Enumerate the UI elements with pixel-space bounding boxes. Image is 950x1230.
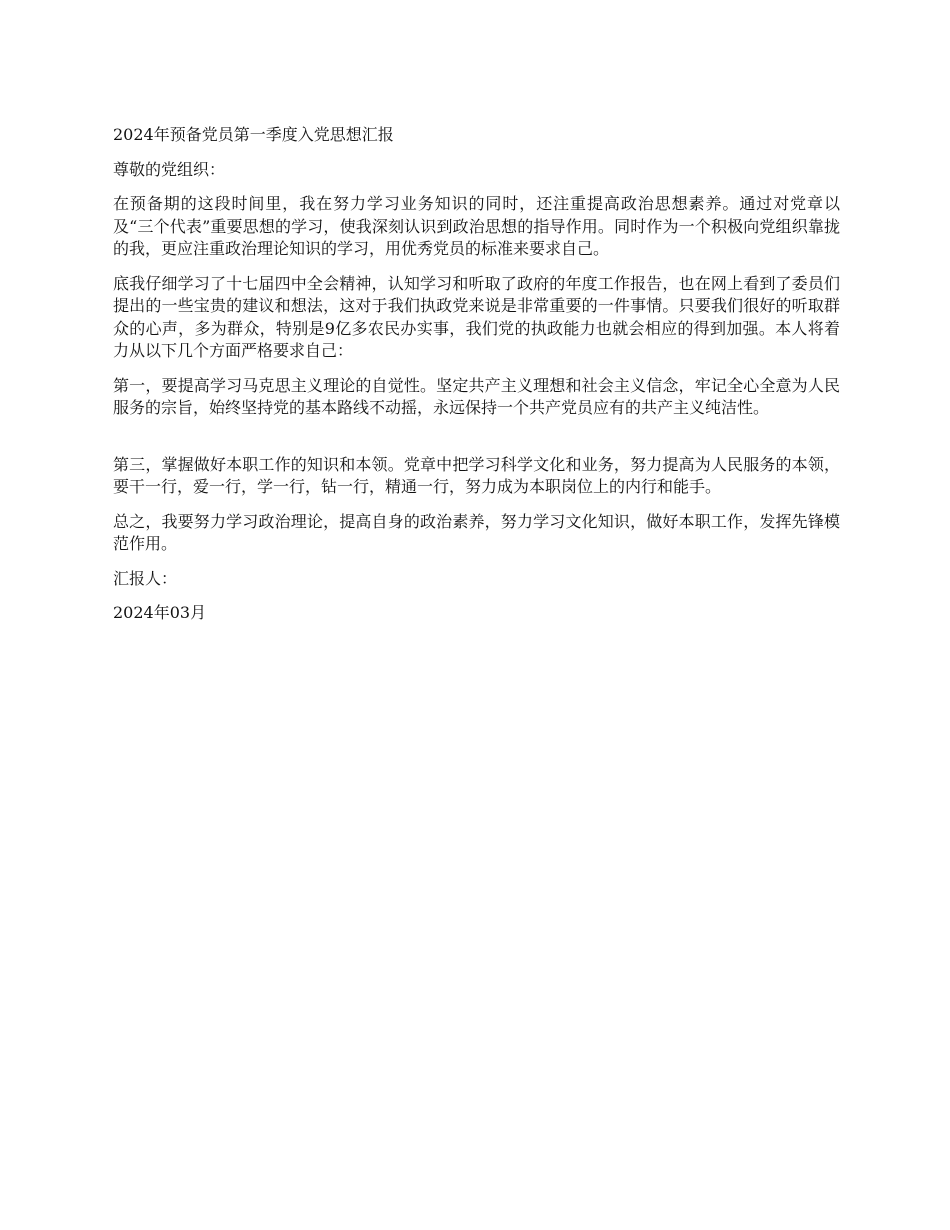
signature-label: 汇报人： (113, 568, 178, 588)
paragraph-study: 底我仔细学习了十七届四中全会精神，认知学习和听取了政府的年度工作报告，也在网上看到了委员们提出的一些宝贵的建议和想法，这对于我们执政党来说是非常重要的一件事情。只要我们很好的听取群众的心声，多为群众，特别是9亿多农民办实事，我们党的执政能力也就会相应的得到加强。本人将着力从以下几个方面严格要求自己： (113, 273, 840, 360)
paragraph-third-point: 第三，掌握做好本职工作的知识和本领。党章中把学习科学文化和业务，努力提高为人民服务的本领，要干一行，爱一行，学一行，钻一行，精通一行，努力成为本职岗位上的内行和能手。 (113, 454, 840, 496)
report-date: 2024年03月 (113, 603, 207, 622)
document-title: 2024年预备党员第一季度入党思想汇报 (113, 125, 394, 144)
paragraph-intro: 在预备期的这段时间里，我在努力学习业务知识的同时，还注重提高政治思想素养。通过对党章以及“三个代表”重要思想的学习，使我深刻认识到政治思想的指导作用。同时作为一个积极向党组织靠拢的我，更应注重政治理论知识的学习，用优秀党员的标准来要求自己。 (113, 194, 840, 258)
paragraph-first-point: 第一，要提高学习马克思主义理论的自觉性。坚定共产主义理想和社会主义信念，牢记全心全意为人民服务的宗旨，始终坚持党的基本路线不动摇，永远保持一个共产党员应有的共产主义纯洁性。 (113, 375, 840, 417)
document-body (113, 124, 840, 637)
salutation: 尊敬的党组织： (113, 159, 226, 179)
paragraph-conclusion: 总之，我要努力学习政治理论，提高自身的政治素养，努力学习文化知识，做好本职工作，发挥先锋模范作用。 (113, 511, 840, 553)
